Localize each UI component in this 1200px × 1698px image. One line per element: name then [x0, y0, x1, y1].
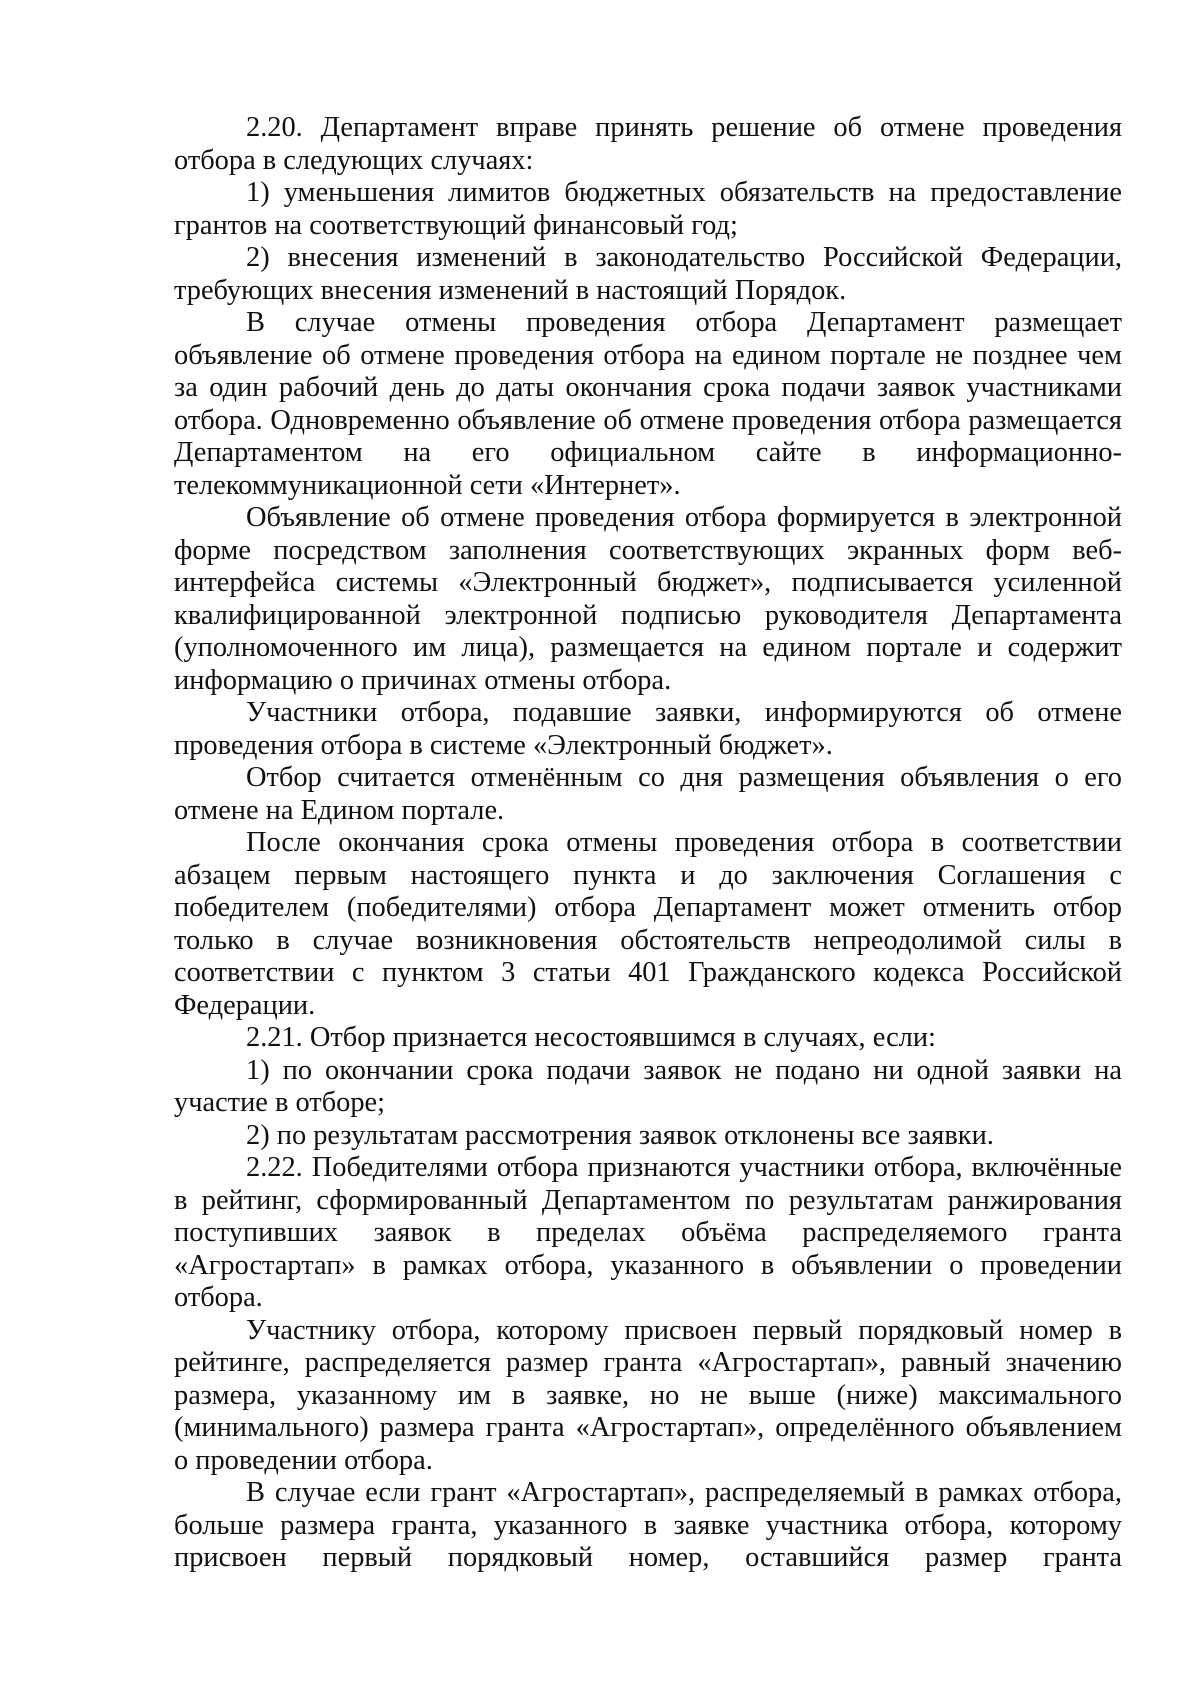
paragraph-remaining-grant: В случае если грант «Агростартап», распределяемый в рамках отбора, больше размера гранта, указанного в заявке участника отбора, которому присвоен первый порядковый номер, оставшийся размер гранта	[174, 1477, 1122, 1573]
paragraph-2-21-item-1: 1) по окончании срока подачи заявок не подано ни одной заявки на участие в отборе;	[174, 1054, 1122, 1118]
paragraph-2-20: 2.20. Департамент вправе принять решение об отмене проведения отбора в следующих случаях:	[174, 112, 1122, 176]
paragraph-2-22: 2.22. Победителями отбора признаются участники отбора, включённые в рейтинг, сформированный Департаментом по результатам ранжирования поступивших заявок в пределах объёма распределяемого гранта «Агростартап» в рамках отбора, указанного в объявлении о проведении отбора.	[174, 1152, 1122, 1313]
paragraph-participants-informed: Участники отбора, подавшие заявки, информируются об отмене проведения отбора в системе «Электронный бюджет».	[174, 697, 1122, 761]
paragraph-2-21: 2.21. Отбор признается несостоявшимся в случаях, если:	[246, 1022, 936, 1053]
paragraph-announcement-form: Объявление об отмене проведения отбора формируется в электронной форме посредством заполнения соответствующих экранных форм веб-интерфейса системы «Электронный бюджет», подписывается усиленной квалифицированной электронной подписью руководителя Департамента (уполномоченного им лица), размещается на едином портале и содержит информацию о причинах отмены отбора.	[174, 502, 1122, 696]
paragraph-cancellation-announcement: В случае отмены проведения отбора Департамент размещает объявление об отмене проведения отбора на едином портале не позднее чем за один рабочий день до даты окончания срока подачи заявок участниками отбора. Одновременно объявление об отмене проведения отбора размещается Департаментом на его официальном сайте в информационно-телекоммуникационной сети «Интернет».	[174, 307, 1122, 501]
paragraph-2-20-item-2: 2) внесения изменений в законодательство Российской Федерации, требующих внесения изменений в настоящий Порядок.	[174, 242, 1122, 306]
document-page	[174, 112, 1122, 1575]
paragraph-2-20-item-1: 1) уменьшения лимитов бюджетных обязательств на предоставление грантов на соответствующий финансовый год;	[174, 177, 1122, 241]
paragraph-selection-cancelled: Отбор считается отменённым со дня размещения объявления о его отмене на Едином портале.	[174, 762, 1122, 826]
paragraph-force-majeure: После окончания срока отмены проведения отбора в соответствии абзацем первым настоящего пункта и до заключения Соглашения с победителем (победителями) отбора Департамент может отменить отбор только в случае возникновения обстоятельств непреодолимой силы в соответствии с пунктом 3 статьи 401 Гражданского кодекса Российской Федерации.	[174, 827, 1122, 1021]
paragraph-2-21-item-2: 2) по результатам рассмотрения заявок отклонены все заявки.	[246, 1119, 994, 1151]
paragraph-first-rank-grant: Участнику отбора, которому присвоен первый порядковый номер в рейтинге, распределяется размер гранта «Агростартап», равный значению размера, указанному им в заявке, но не выше (ниже) максимального (минимального) размера гранта «Агростартап», определённого объявлением о проведении отбора.	[174, 1314, 1122, 1476]
